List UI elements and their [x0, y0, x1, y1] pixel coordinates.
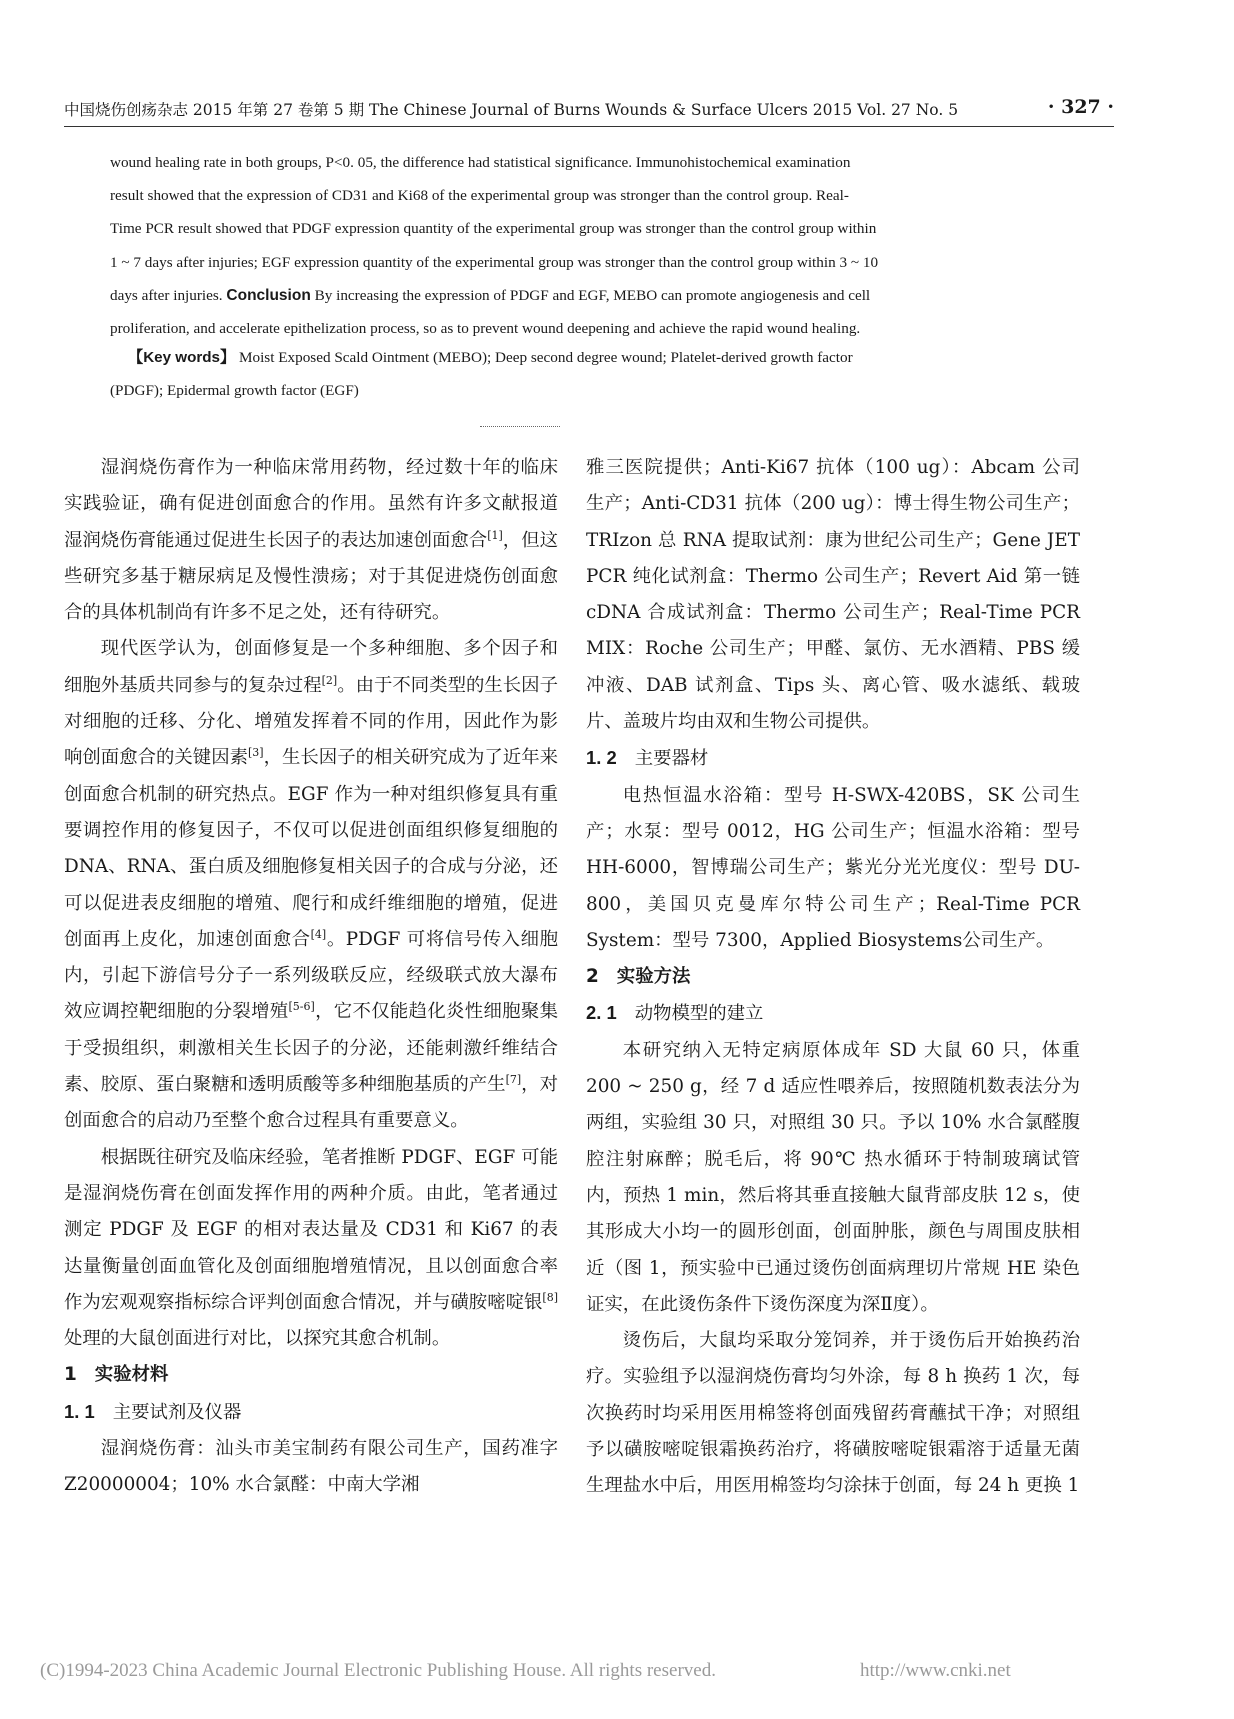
subsection-title: 主要器材: [634, 748, 709, 770]
left-column: [64, 450, 558, 1504]
english-abstract: [110, 146, 1030, 345]
section-separator: [480, 426, 560, 427]
paragraph-text: ，它不仅能趋化炎性细胞聚集于受损组织，刺激相关生长因子的分泌，还能刺激纤维结合素、胶原、蛋白聚糖和透明质酸等多种细胞基质的产生: [64, 1001, 558, 1096]
paragraph-text: 处理的大鼠创面进行对比，以探究其愈合机制。: [64, 1328, 451, 1350]
paragraph-text: ，生长因子的相关研究成为了近年来创面愈合机制的研究热点。EGF 作为一种对组织修复具有重要调控作用的修复因子，不仅可以促进创面组织修复细胞的 DNA、RNA、蛋白质及细胞修复相关因子的合成与分泌，还可以促进表皮细胞的增殖、爬行和成纤维细胞的增殖，促进创面再上皮化，加速创面愈合: [64, 747, 558, 950]
running-header: [64, 96, 1114, 124]
citation-ref: [4]: [310, 927, 327, 941]
abstract-line: result showed that the expression of CD31 and Ki68 of the experimental group was stronger than the control group. Real-: [110, 187, 849, 205]
paragraph: 湿润烧伤膏：汕头市美宝制药有限公司生产，国药准字 Z20000004；10% 水合氯醛：中南大学湘: [64, 1438, 558, 1496]
copyright-text: (C)1994-2023 China Academic Journal Electronic Publishing House. All rights reserved.: [40, 1660, 716, 1681]
abstract-line: Time PCR result showed that PDGF expression quantity of the experimental group was stronger than the control group within: [110, 220, 877, 238]
paragraph-text: 湿润烧伤膏作为一种临床常用药物，经过数十年的临床实践验证，确有促进创面愈合的作用。虽然有许多文献报道湿润烧伤膏能通过促进生长因子的表达加速创面愈合: [64, 457, 558, 551]
keywords: [128, 346, 1048, 367]
subsection-number: 1. 1: [64, 1400, 95, 1422]
abstract-line: wound healing rate in both groups, P<0. 05, the difference had statistical significance. Immunohistochemical examination: [110, 154, 851, 171]
citation-ref: [7]: [505, 1072, 522, 1086]
header-rule: [64, 126, 1114, 127]
paragraph-text: ，对创面愈合的启动乃至整个愈合过程具有重要意义。: [64, 1074, 558, 1132]
section-title: 实验材料: [94, 1364, 169, 1386]
subsection-title: 动物模型的建立: [634, 1003, 764, 1025]
section-heading: [586, 959, 1080, 995]
subsection-heading: [64, 1394, 558, 1431]
paragraph-text: 现代医学认为，创面修复是一个多种细胞、多个因子和细胞外基质共同参与的复杂过程: [64, 638, 558, 696]
subsection-heading: [586, 740, 1080, 777]
abstract-text: By increasing the expression of PDGF and EGF, MEBO can promote angiogenesis and cell: [310, 286, 871, 304]
abstract-line: [110, 279, 1030, 312]
subsection-number: 2. 1: [586, 1002, 617, 1024]
section-title: 实验方法: [616, 966, 691, 988]
citation-ref: [8]: [542, 1290, 558, 1304]
right-column: [586, 450, 1080, 1505]
citation-ref: [3]: [248, 746, 264, 760]
section-number: 1: [64, 1364, 77, 1386]
paragraph-text: 。由于不同类型的生长因子对细胞的迁移、分化、增殖发挥着不同的作用，因此作为影响创面愈合的关键因素: [64, 674, 558, 769]
paragraph: 雅三医院提供；Anti-Ki67 抗体（100 ug）：Abcam 公司生产；Anti-CD31 抗体（200 ug）：博士得生物公司生产；TRIzon 总 RNA 提取试剂：康为世纪公司生产；Gene JET PCR 纯化试剂盒：Thermo 公司生产；Revert Aid 第一链 cDNA 合成试剂盒：Thermo 公司生产；Real-Time PCR MIX：Roche 公司生产；甲醛、氯仿、无水酒精、PBS 缓冲液、DAB 试剂盒、Tips 头、离心管、吸水滤纸、载玻片、盖玻片均由双和生物公司提供。: [586, 457, 1080, 733]
section-heading: [64, 1357, 558, 1393]
section-number: 2: [586, 966, 599, 988]
paragraph-text: ，但这些研究多基于糖尿病足及慢性溃疡；对于其促进烧伤创面愈合的具体机制尚有许多不足之处，还有待研究。: [64, 529, 558, 624]
copyright-footer: [40, 1660, 1200, 1690]
paragraph: 电热恒温水浴箱：型号 H-SWX-420BS，SK 公司生产；水泵：型号 0012，HG 公司生产；恒温水浴箱：型号 HH-6000，智博瑞公司生产；紫光分光光度仪：型号 DU-800，美国贝克曼库尔特公司生产；Real-Time PCR System：型号 7300，Applied Biosystems公司生产。: [586, 784, 1080, 951]
subsection-title: 主要试剂及仪器: [112, 1401, 242, 1423]
conclusion-label: Conclusion: [226, 286, 311, 304]
paragraph: [64, 450, 558, 631]
citation-ref: [1]: [487, 528, 503, 542]
paragraph-text: 根据既往研究及临床经验，笔者推断 PDGF、EGF 可能是湿润烧伤膏在创面发挥作用的两种介质。由此，笔者通过测定 PDGF 及 EGF 的相对表达量及 CD31 和 Ki67 的表达量衡量创面血管化及创面细胞增殖情况，且以创面愈合率作为宏观观察指标综合评判创面愈合情况，并与磺胺嘧啶银: [64, 1146, 558, 1313]
abstract-line: proliferation, and accelerate epithelization process, so as to prevent wound deepening and achieve the rapid wound healing.: [110, 320, 861, 338]
paragraph: 本研究纳入无特定病原体成年 SD 大鼠 60 只，体重 200 ~ 250 g，经 7 d 适应性喂养后，按照随机数表法分为两组，实验组 30 只，对照组 30 只。予以 10% 水合氯醛腹腔注射麻醉；脱毛后，将 90℃ 热水循环于特制玻璃试管内，预热 1 min，然后将其垂直接触大鼠背部皮肤 12 s，使其形成大小均一的圆形创面，创面肿胀，颜色与周围皮肤相近（图 1，预实验中已通过烫伤创面病理切片常规 HE 染色证实，在此烫伤条件下烫伤深度为深Ⅱ度）。: [586, 1039, 1080, 1315]
abstract-line: 1 ~ 7 days after injuries; EGF expression quantity of the experimental group was stronger than the control group within 3 ~ 10: [110, 253, 879, 271]
paragraph: 烫伤后，大鼠均采取分笼饲养，并于烫伤后开始换药治疗。实验组予以湿润烧伤膏均匀外涂，每 8 h 换药 1 次，每次换药时均采用医用棉签将创面残留药膏蘸拭干净；对照组予以磺胺嘧啶银霜换药治疗，将磺胺嘧啶银霜溶于适量无菌生理盐水中后，用医用棉签均匀涂抹于创面，每 24 h 更换 1: [586, 1330, 1080, 1497]
citation-ref: [5-6]: [288, 1000, 315, 1014]
subsection-number: 1. 2: [586, 747, 617, 769]
citation-ref: [2]: [321, 673, 338, 687]
paragraph: [64, 1140, 558, 1358]
journal-citation: 中国烧伤创疡杂志 2015 年第 27 卷第 5 期 The Chinese Journal of Burns Wounds & Surface Ulcers 2015 Vol. 27 No. 5: [64, 101, 959, 119]
keywords-text: Moist Exposed Scald Ointment (MEBO); Deep second degree wound; Platelet-derived growth factor: [235, 349, 853, 366]
paragraph-text: 。PDGF 可将信号传入细胞内，引起下游信号分子一系列级联反应，经级联式放大瀑布效应调控靶细胞的分裂增殖: [64, 928, 558, 1023]
paragraph: [64, 631, 558, 1139]
keywords-label: 【Key words】: [128, 349, 236, 366]
footer-url: http://www.cnki.net: [860, 1660, 1011, 1681]
keywords-continued: (PDGF); Epidermal growth factor (EGF): [110, 382, 359, 399]
abstract-text: days after injuries.: [110, 286, 227, 304]
subsection-heading: [586, 995, 1080, 1032]
page-number: · 327 ·: [1047, 96, 1114, 118]
